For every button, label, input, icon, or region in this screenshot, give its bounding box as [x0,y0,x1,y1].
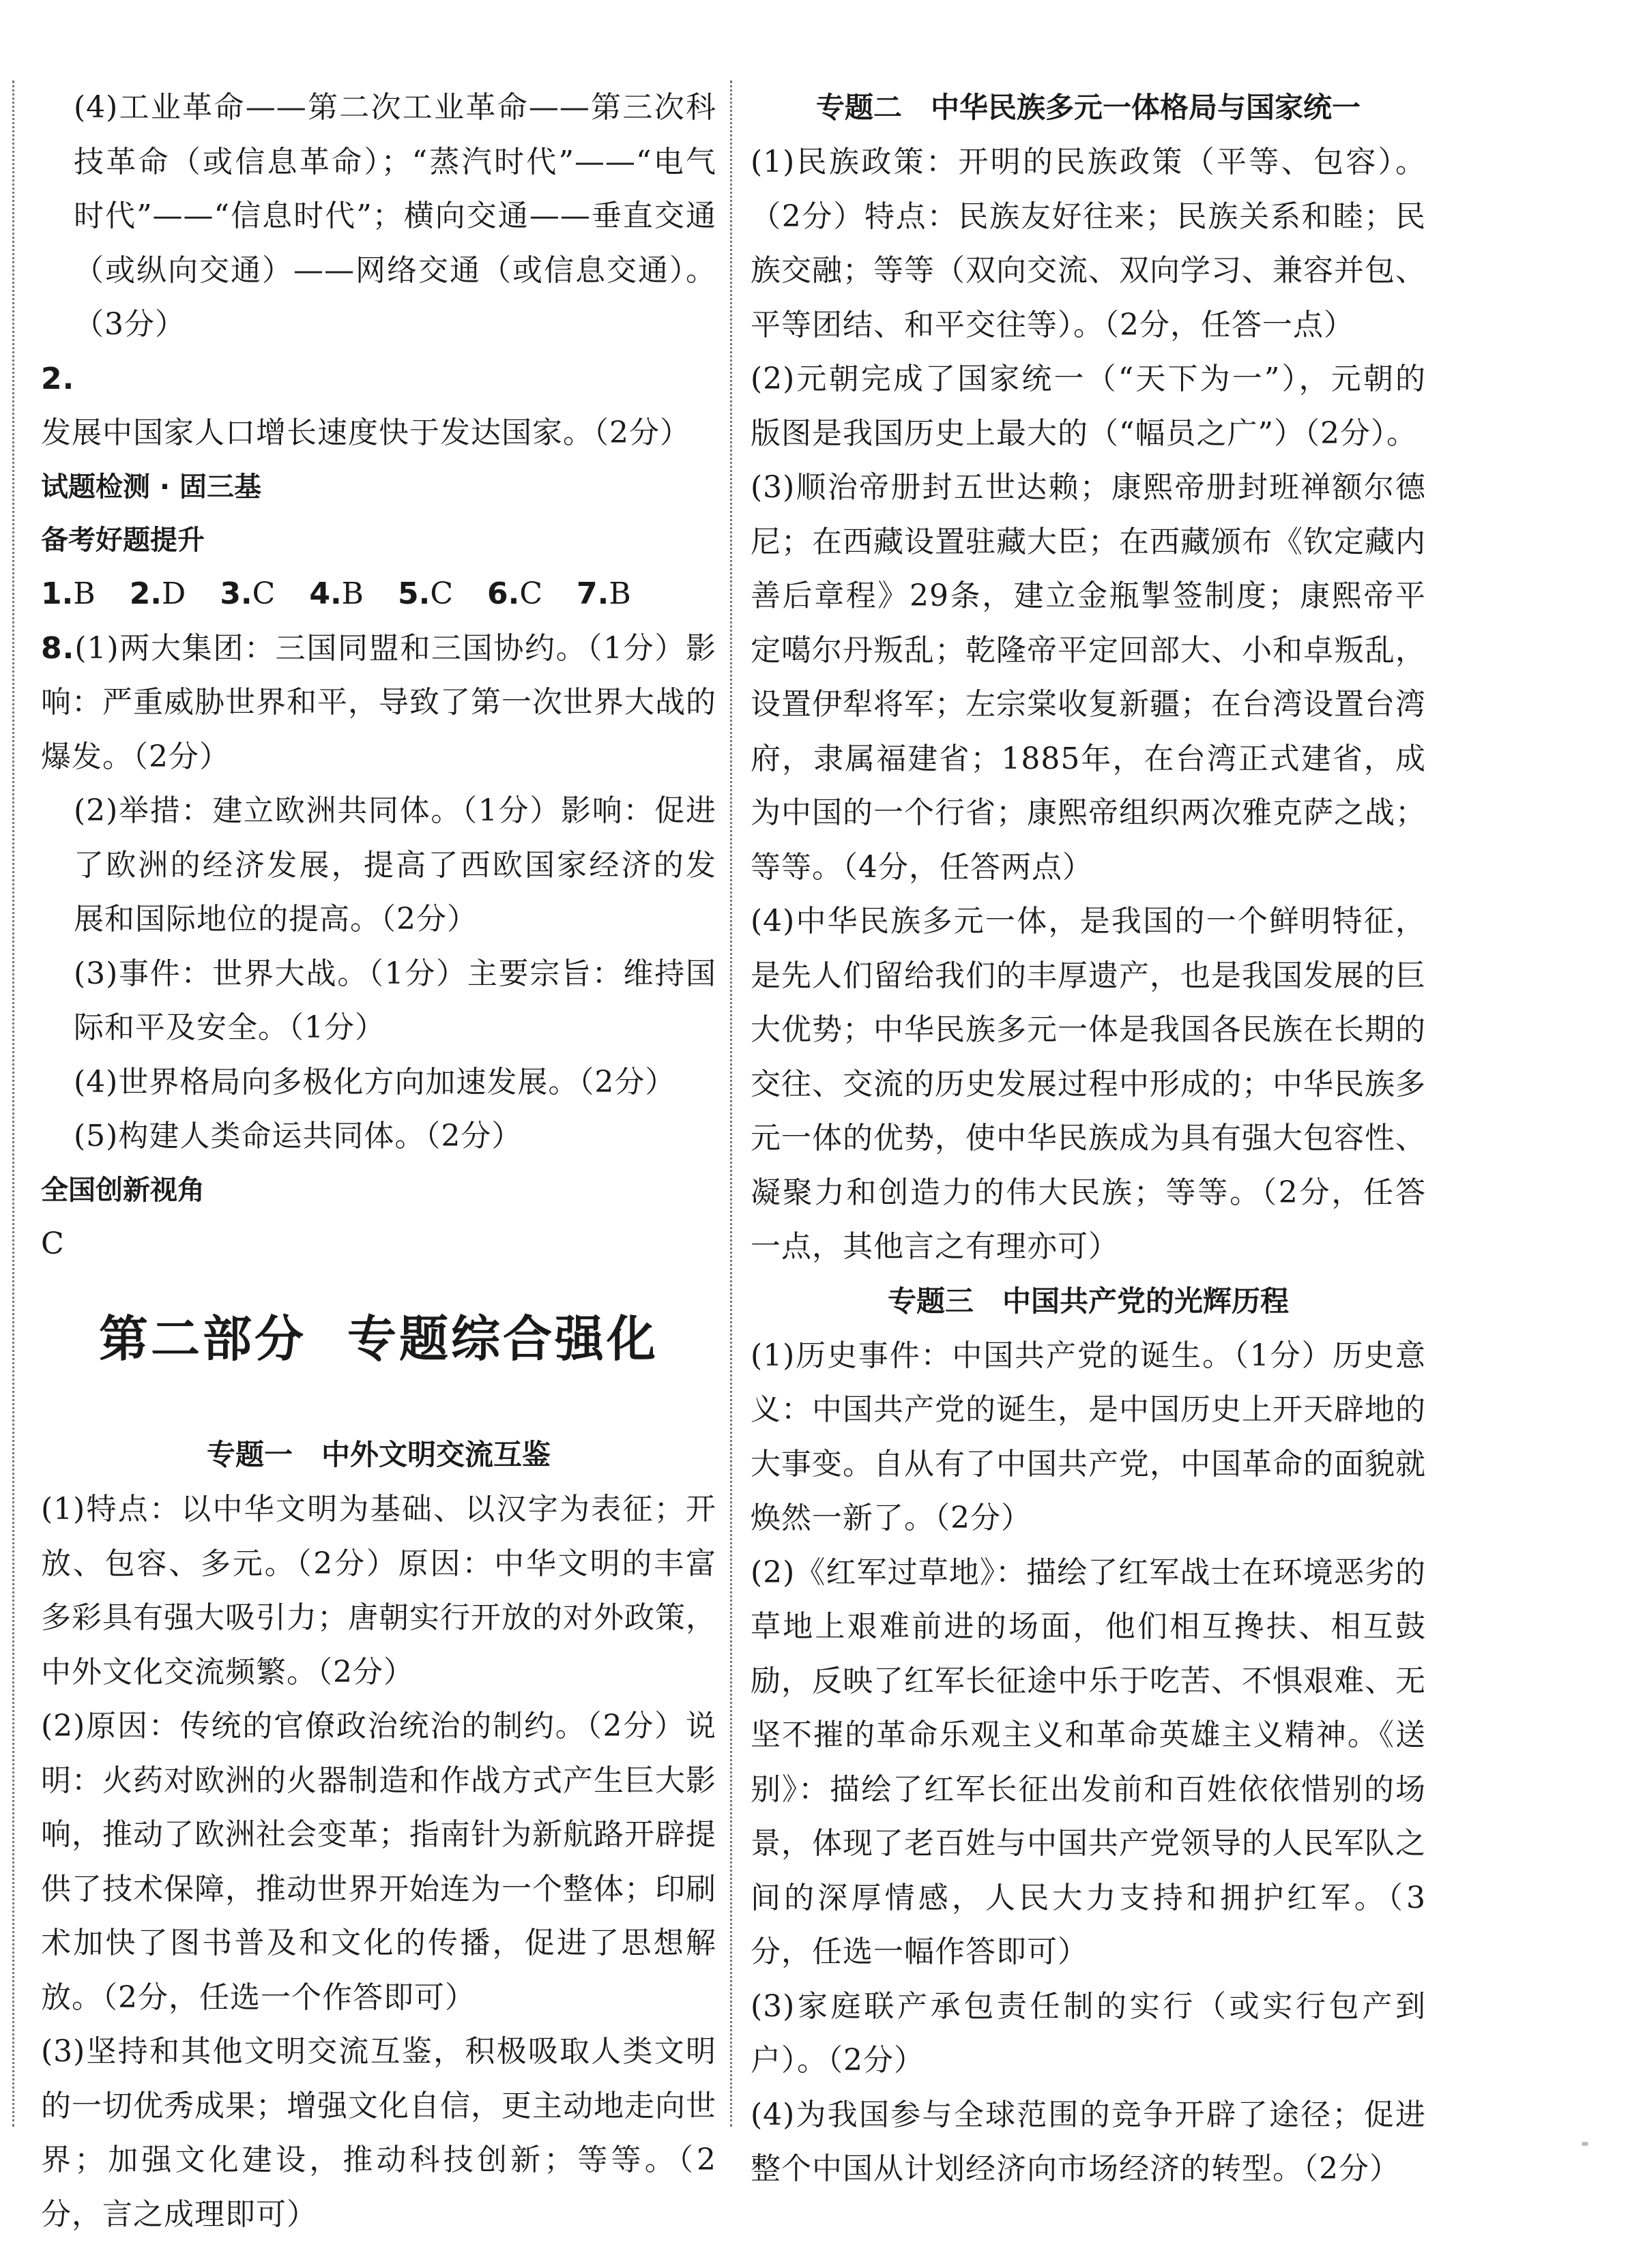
topic-3-answer-4: (4)为我国参与全球范围的竞争开辟了途径；促进整个中国从计划经济向市场经济的转型。（2分） [751,2097,1426,2186]
topic-2-answer-1: (1)民族政策：开明的民族政策（平等、包容）。（2分）特点：民族友好往来；民族关系和睦；民族交融；等等（双向交流、双向学习、兼容并包、平等团结、和平交往等）。（2分，任答一点） [751,145,1426,342]
mc-answer-5: 5.C [398,576,454,611]
scan-speck [1582,2142,1588,2146]
innovation-answer: C [41,1226,65,1261]
answer-8-4: (4)世界格局向多极化方向加速发展。（2分） [74,1064,676,1100]
answer-8-1 [41,621,716,784]
topic-2-answer-2: (2)元朝完成了国家统一（“天下为一”），元朝的版图是我国历史上最大的（“幅员之广”）（2分）。 [751,362,1426,451]
topic-2-answer-3: (3)顺治帝册封五世达赖；康熙帝册封班禅额尔德尼；在西藏设置驻藏大臣；在西藏颁布《钦定藏内善后章程》29条，建立金瓶掣签制度；康熙帝平定噶尔丹叛乱；乾隆帝平定回部大、小和卓叛乱，设置伊犁将军；左宗棠收复新疆；在台湾设置台湾府，隶属福建省；1885年，在台湾正式建省，成为中国的一个行省；康熙帝组织两次雅克萨之战；等等。（4分，任答两点） [751,470,1426,885]
right-column [751,80,1426,2196]
answer-8-2: (2)举措：建立欧洲共同体。（1分）影响：促进了欧洲的经济发展，提高了西欧国家经济的发展和国际地位的提高。（2分） [74,793,716,937]
topic-2-title: 专题二 中华民族多元一体格局与国家统一 [815,91,1361,124]
part-two-title [41,1298,716,1380]
topic-3-title: 专题三 中国共产党的光辉历程 [887,1284,1289,1318]
left-column [41,80,716,2241]
question-number: 2. [41,361,75,396]
answer-2 [41,352,716,460]
mc-answer-6: 6.C [487,576,543,611]
topic-3-answer-1: (1)历史事件：中国共产党的诞生。（1分）历史意义：中国共产党的诞生，是中国历史上开天辟地的大事变。自从有了中国共产党，中国革命的面貌就焕然一新了。（2分） [751,1338,1426,1535]
topic-3-answer-2: (2)《红军过草地》：描绘了红军战士在环境恶劣的草地上艰难前进的场面，他们相互搀扶、相互鼓励，反映了红军长征途中乐于吃苦、不惧艰难、无坚不摧的革命乐观主义和革命英雄主义精神。《送别》：描绘了红军长征出发前和百姓依依惜别的场景，体现了老百姓与中国共产党领导的人民军队之间的深厚情感，人民大力支持和拥护红军。（3分，任选一幅作答即可） [751,1555,1426,1969]
topic-2-answer-4: (4)中华民族多元一体，是我国的一个鲜明特征，是先人们留给我们的丰厚遗产，也是我国发展的巨大优势；中华民族多元一体是我国各民族在长期的交往、交流的历史发展过程中形成的；中华民族多元一体的优势，使中华民族成为具有强大包容性、凝聚力和创造力的伟大民族；等等。（2分，任答一点，其他言之有理亦可） [751,904,1426,1264]
topic-1-answer-1: (1)特点：以中华文明为基础、以汉字为表征；开放、包容、多元。（2分）原因：中华文明的丰富多彩具有强大吸引力；唐朝实行开放的对外政策，中外文化交流频繁。（2分） [41,1492,716,1690]
section-heading-exam-prep: 备考好题提升 [41,524,205,556]
answer-8-3: (3)事件：世界大战。（1分）主要宗旨：维持国际和平及安全。（1分） [74,956,716,1045]
section-heading-innovation: 全国创新视角 [41,1174,205,1206]
mc-answer-2: 2.D [129,576,186,611]
topic-1-answer-3: (3)坚持和其他文明交流互鉴，积极吸取人类文明的一切优秀成果；增强文化自信，更主动地走向世界；加强文化建设，推动科技创新；等等。（2分，言之成理即可） [41,2034,716,2232]
mc-answer-4: 4.B [309,576,364,611]
part-title-number: 第二部分 [98,1310,306,1368]
multiple-choice-answers [41,567,716,621]
mc-answer-1: 1.B [41,576,96,611]
mc-answer-3: 3.C [220,576,276,611]
answer-2-text: 发展中国家人口增长速度快于发达国家。（2分） [41,415,690,450]
section-heading-test: 试题检测 · 固三基 [41,471,262,503]
answer-4-continued: (4)工业革命——第二次工业革命——第三次科技革命（或信息革命）；“蒸汽时代”——“电气时代”——“信息时代”；横向交通——垂直交通（或纵向交通）——网络交通（或信息交通）。（3分） [74,90,716,342]
answer-8-5: (5)构建人类命运共同体。（2分） [74,1119,523,1153]
part-title-name: 专题综合强化 [347,1310,659,1368]
column-divider-dotted-line [730,80,732,2127]
topic-1-answer-2: (2)原因：传统的官僚政治统治的制约。（2分）说明：火药对欧洲的火器制造和作战方式产生巨大影响，推动了欧洲社会变革；指南针为新航路开辟提供了技术保障，推动世界开始连为一个整体；印刷术加快了图书普及和文化的传播，促进了思想解放。（2分，任选一个作答即可） [41,1709,716,2015]
question-number: 8. [41,630,75,666]
topic-3-answer-3: (3)家庭联产承包责任制的实行（或实行包产到户）。（2分） [751,1988,1426,2078]
answer-8-1-text: (1)两大集团：三国同盟和三国协约。（1分）影响：严重威胁世界和平，导致了第一次世界大战的爆发。（2分） [41,630,716,774]
topic-1-title: 专题一 中外文明交流互鉴 [206,1438,551,1471]
left-margin-dotted-line [12,80,14,2127]
mc-answer-7: 7.B [577,576,631,611]
